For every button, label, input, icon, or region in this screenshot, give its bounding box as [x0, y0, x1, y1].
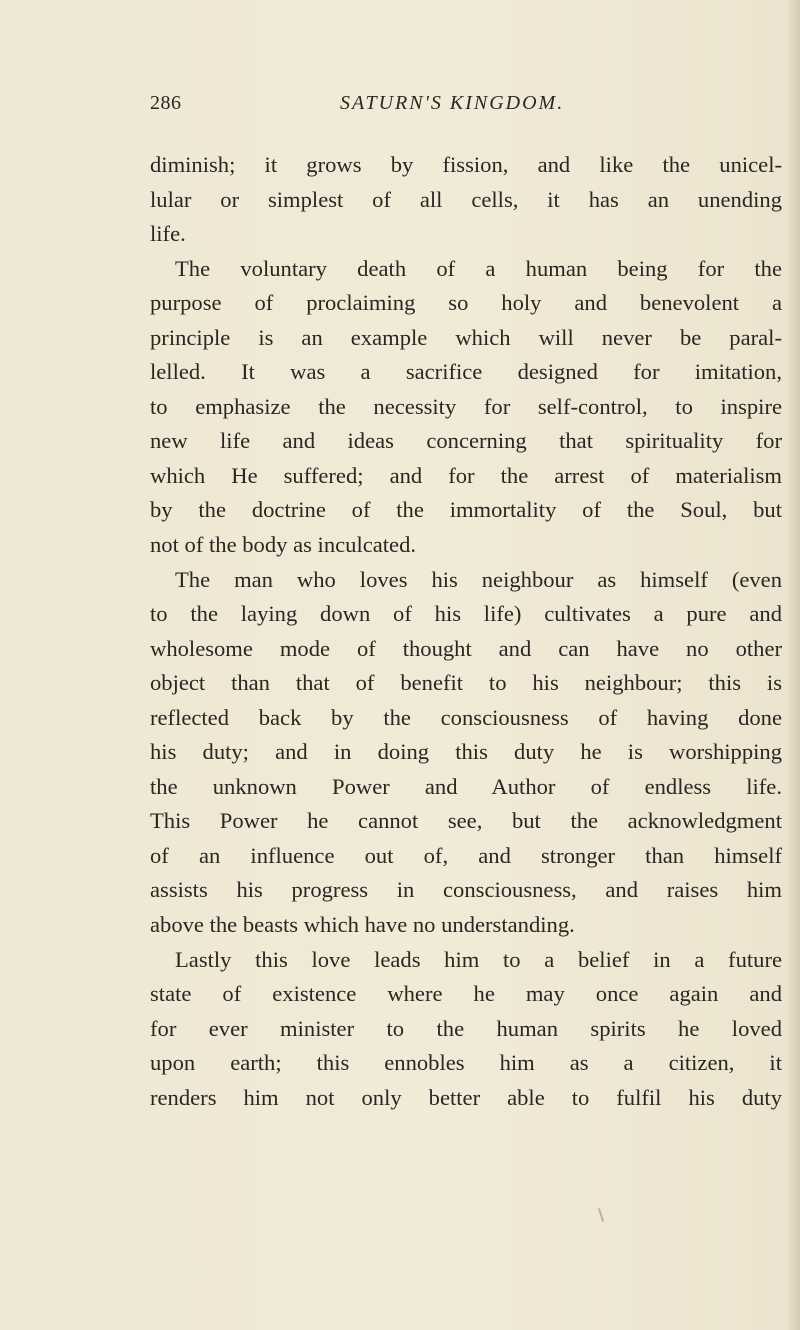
- page-number: 286: [150, 92, 182, 114]
- text-line: principle is an example which will never be paral-: [150, 324, 782, 350]
- text-line: purpose of proclaiming so holy and benevolent a: [150, 290, 782, 316]
- text-line: upon earth; this ennobles him as a citizen, it: [150, 1050, 782, 1076]
- stray-ink-mark: [598, 1208, 604, 1222]
- text-line: lelled. It was a sacrifice designed for imitation,: [150, 359, 782, 385]
- text-line: diminish; it grows by fission, and like the unicel-: [150, 152, 782, 177]
- running-title: SATURN'S KINGDOM.: [340, 92, 565, 114]
- text-line: of an influence out of, and stronger than himself: [150, 842, 782, 868]
- text-line: lular or simplest of all cells, it has an unending: [150, 186, 782, 212]
- page-edge-shadow: [786, 0, 800, 1330]
- text-line: by the doctrine of the immortality of the Soul, but: [150, 497, 782, 523]
- text-line: The voluntary death of a human being for the: [175, 255, 782, 281]
- text-line: the unknown Power and Author of endless life.: [150, 773, 782, 799]
- text-line: The man who loves his neighbour as himself (even: [175, 566, 782, 592]
- text-line: renders him not only better able to fulfil his duty: [150, 1084, 782, 1110]
- text-line: above the beasts which have no understanding.: [150, 912, 575, 938]
- text-line: not of the body as inculcated.: [150, 532, 417, 558]
- running-header: [150, 92, 782, 122]
- text-line: to emphasize the necessity for self-control, to inspire: [150, 393, 782, 419]
- text-line: reflected back by the consciousness of having done: [150, 704, 782, 730]
- text-line: for ever minister to the human spirits he loved: [150, 1015, 782, 1041]
- text-line: to the laying down of his life) cultivates a pure and: [150, 601, 782, 627]
- body-text: [150, 148, 782, 1115]
- text-line: his duty; and in doing this duty he is worshipping: [150, 739, 782, 765]
- text-line: state of existence where he may once again and: [150, 981, 782, 1007]
- text-line: which He suffered; and for the arrest of materialism: [150, 462, 782, 488]
- text-line: Lastly this love leads him to a belief in a future: [175, 946, 782, 972]
- text-line: new life and ideas concerning that spirituality for: [150, 428, 782, 454]
- text-line: wholesome mode of thought and can have no other: [150, 635, 782, 661]
- text-line: This Power he cannot see, but the acknowledgment: [150, 808, 782, 834]
- text-line: life.: [150, 221, 186, 247]
- text-line: object than that of benefit to his neighbour; this is: [150, 670, 782, 696]
- text-line: assists his progress in consciousness, and raises him: [150, 877, 782, 903]
